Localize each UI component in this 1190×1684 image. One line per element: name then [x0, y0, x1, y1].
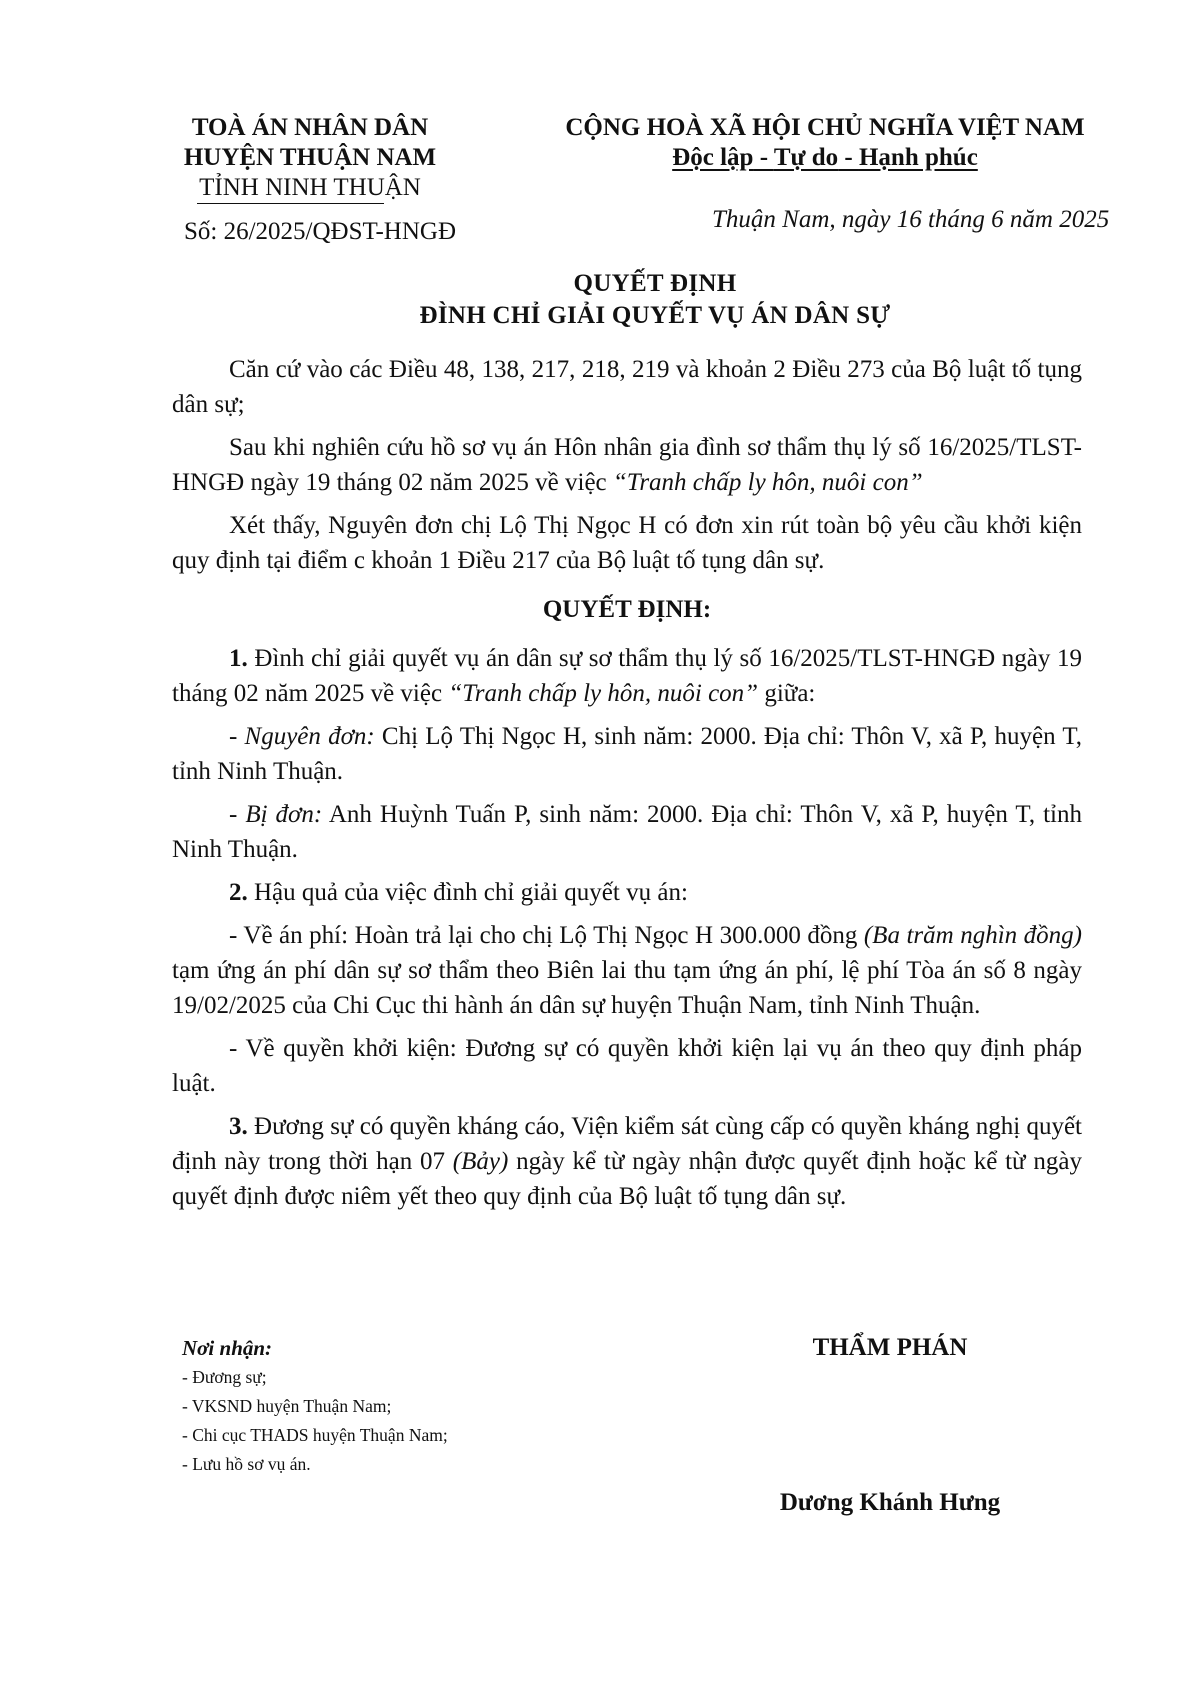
right-to-sue-paragraph: - Về quyền khởi kiện: Đương sự có quyền khởi kiện lại vụ án theo quy định pháp luật. [172, 1035, 1082, 1097]
plaintiff-info [172, 719, 1082, 789]
court-fee-paragraph [172, 918, 1082, 1023]
decision-number: Số: 26/2025/QĐST-HNGĐ [184, 218, 457, 245]
plaintiff-text: Chị Lộ Thị Ngọc H, sinh năm: 2000. Địa chỉ: Thôn V, xã P, huyện T, tỉnh Ninh Thuận. [172, 723, 1082, 785]
document-body [172, 352, 1082, 1222]
decision-heading: QUYẾT ĐỊNH: [542, 596, 712, 623]
item-1-tail: giữa: [758, 680, 816, 707]
fee-text-1: - Về án phí: Hoàn trả lại cho chị Lộ Thị Ngọc H 300.000 đồng [229, 922, 864, 949]
court-header [160, 113, 460, 203]
nation-title: CỘNG HOÀ XÃ HỘI CHỦ NGHĨA VIỆT NAM [565, 114, 1085, 141]
item-2-number: 2. [229, 879, 248, 906]
item-1-number: 1. [229, 645, 248, 672]
court-header-rule [197, 203, 384, 204]
national-motto [560, 143, 1090, 173]
plaintiff-dash: - [229, 723, 245, 750]
place-date: Thuận Nam, ngày 16 tháng 6 năm 2025 [712, 206, 1110, 233]
motto-separator-2: - [838, 144, 859, 171]
court-province: TỈNH NINH THUẬN [199, 174, 421, 201]
motto-separator-1: - [753, 144, 774, 171]
item-2-text: Hậu quả của việc đình chỉ giải quyết vụ án: [247, 879, 688, 906]
court-name-line1: TOÀ ÁN NHÂN DÂN [191, 114, 429, 141]
fee-amount-words: (Ba trăm nghìn đồng) [863, 922, 1082, 949]
preamble-consideration: Xét thấy, Nguyên đơn chị Lộ Thị Ngọc H có đơn xin rút toàn bộ yêu cầu khởi kiện quy định tại điểm c khoản 1 Điều 217 của Bộ luật tố tụng dân sự. [172, 512, 1082, 574]
title-line1: QUYẾT ĐỊNH [573, 270, 737, 297]
recipient-item: - Lưu hồ sơ vụ án. [182, 1454, 311, 1474]
preamble-case-subject: “Tranh chấp ly hôn, nuôi con” [612, 469, 923, 496]
decision-item-3 [172, 1109, 1082, 1214]
signature-role: THẨM PHÁN [812, 1334, 968, 1361]
item-3-number: 3. [229, 1113, 248, 1140]
decision-item-2 [172, 875, 1082, 910]
motto-independence: Độc lập [672, 144, 754, 171]
recipient-item: - VKSND huyện Thuận Nam; [182, 1396, 392, 1416]
fee-text-2: tạm ứng án phí dân sự sơ thẩm theo Biên lai thu tạm ứng án phí, lệ phí Tòa án số 8 ngày 19/02/2025 của Chi Cục thi hành án dân sự huyện Thuận Nam, tỉnh Ninh Thuận. [172, 957, 1082, 1019]
item-3-text-1: Đương sự có quyền kháng cáo, Viện kiểm sát cùng cấp có quyền kháng nghị quyết định này trong thời hạn 07 [172, 1113, 1082, 1175]
recipient-item: - Đương sự; [182, 1367, 267, 1387]
title-line2: ĐÌNH CHỈ GIẢI QUYẾT VỤ ÁN DÂN SỰ [419, 302, 891, 329]
defendant-info [172, 797, 1082, 867]
preamble-legal-basis: Căn cứ vào các Điều 48, 138, 217, 218, 219 và khoản 2 Điều 273 của Bộ luật tố tụng dân sự; [172, 356, 1082, 418]
defendant-dash: - [229, 801, 246, 828]
national-header [560, 113, 1090, 173]
motto-freedom: Tự do [773, 144, 839, 171]
motto-happiness: Hạnh phúc [858, 144, 978, 171]
defendant-label: Bị đơn: [245, 801, 323, 828]
recipients-heading: Nơi nhận: [182, 1336, 273, 1360]
preamble-case-text: Sau khi nghiên cứu hồ sơ vụ án Hôn nhân gia đình sơ thẩm thụ lý số 16/2025/TLST-HNGĐ ngày 19 tháng 02 năm 2025 về việc [172, 434, 1082, 496]
appeal-days-words: (Bảy) [452, 1148, 509, 1175]
preamble-case-review [172, 430, 1082, 500]
recipients-block [182, 1333, 602, 1479]
item-1-subject: “Tranh chấp ly hôn, nuôi con” [448, 680, 759, 707]
item-3-text-2: ngày kể từ ngày nhận được quyết định hoặc kể từ ngày quyết định được niêm yết theo quy định của Bộ luật tố tụng dân sự. [172, 1148, 1082, 1210]
signer-name: Dương Khánh Hưng [779, 1489, 1001, 1516]
plaintiff-label: Nguyên đơn: [244, 723, 375, 750]
court-name-line2: HUYỆN THUẬN NAM [183, 144, 437, 171]
decision-item-1 [172, 641, 1082, 711]
document-title [160, 268, 1150, 332]
defendant-text: Anh Huỳnh Tuấn P, sinh năm: 2000. Địa chỉ: Thôn V, xã P, huyện T, tỉnh Ninh Thuận. [172, 801, 1082, 863]
recipient-item: - Chi cục THADS huyện Thuận Nam; [182, 1425, 448, 1445]
item-1-text: Đình chỉ giải quyết vụ án dân sự sơ thẩm thụ lý số 16/2025/TLST-HNGĐ ngày 19 tháng 02 năm 2025 về việc [172, 645, 1082, 707]
